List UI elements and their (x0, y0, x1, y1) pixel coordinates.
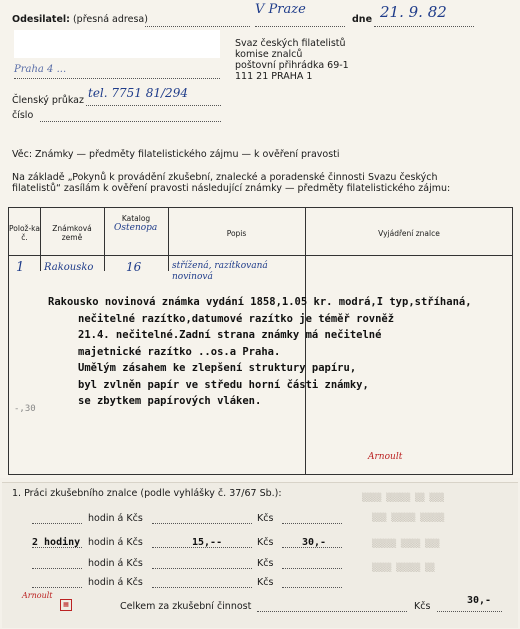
opinion-line-6: byl zvlněn papír ve středu horní části známky, (78, 378, 369, 391)
fee-row-2-amount: 30,- (302, 537, 327, 548)
header-country: Známková země (52, 224, 92, 242)
opinion-line-7: se zbytkem papírových vláken. (78, 395, 262, 407)
header-catalog: Katalog (121, 214, 151, 223)
table-bottom-border (8, 474, 513, 475)
opinion-line-4: majetnické razítko ..os.a Praha. (78, 345, 281, 358)
place-handwritten: V Praze (255, 2, 306, 17)
address-handwritten: Praha 4 ... (14, 64, 67, 75)
total-label: Celkem za zkušební činnost (120, 601, 252, 612)
recipient-line-2: komise znalců (235, 49, 303, 60)
address-line (14, 78, 220, 79)
table-col-divider-3 (168, 207, 169, 271)
sender-note: (přesná adresa) (72, 14, 148, 25)
table-col-divider-2 (104, 207, 105, 271)
subject-line: Věc: Známky — předměty filatelistického zájmu — k ověření pravosti (12, 149, 340, 160)
sender-line (145, 26, 250, 27)
fee-row-2-hours: 2 hodiny (32, 537, 81, 548)
recipient-line-3: poštovní přihrádka 69-1 (235, 60, 349, 71)
show-through-text: ▒▒▒▒ ▒▒▒▒▒ ▒▒ (372, 563, 435, 572)
member-handwritten: tel. 7751 81/294 (88, 86, 188, 100)
fee-row-1-label: hodin á Kčs (88, 513, 143, 524)
member-line (86, 105, 221, 106)
show-through-text: ▒▒▒▒▒ ▒▒▒▒ ▒▒▒ (372, 539, 440, 548)
table-header-border (8, 255, 513, 256)
recipient-address (235, 38, 349, 82)
fee-row-1-rate-line (152, 523, 252, 524)
show-through-text: ▒▒▒ ▒▒▒▒▒ ▒▒▒▒▒ (372, 513, 445, 522)
opinion-line-1: Rakousko novinová známka vydání 1858,1.05 kr. modrá,I typ,stříhaná, (48, 296, 472, 308)
recipient-line-4: 111 21 PRAHA 1 (235, 71, 313, 82)
number-label: číslo (12, 110, 34, 121)
row-country: Rakousko (44, 262, 94, 273)
fee-row-2-amount-line (282, 547, 342, 548)
header-item: Polož-ka č. (9, 224, 40, 242)
date-label: dne (352, 14, 373, 25)
opinion-line-3: 21.4. nečitelné.Zadní strana známky má nečitelné (78, 329, 382, 341)
fee-row-3-label: hodin á Kčs (88, 558, 143, 569)
fee-row-4-kcs: Kčs (257, 577, 274, 588)
table-top-border (8, 207, 513, 208)
sender-label-row (12, 14, 148, 25)
table-right-border (512, 207, 513, 474)
date-line (374, 26, 474, 27)
signature-stamp: Arnoult (368, 452, 403, 462)
intro-line-1: Na základě „Pokynů k provádění zkušební, znalecké a poradenské činnosti Svazu českých (12, 172, 438, 183)
fee-row-3-rate-line (152, 568, 252, 569)
header-opinion: Vyjádření znalce (378, 229, 440, 238)
small-red-stamp-icon: ▦ (60, 599, 72, 611)
fee-row-4-hours-line (32, 587, 82, 588)
total-line (257, 611, 407, 612)
fee-row-1-kcs: Kčs (257, 513, 274, 524)
fees-stamp-mark: Arnoult (22, 591, 53, 600)
row-catalog: 16 (126, 260, 142, 274)
fee-row-2-rate-line (152, 547, 252, 548)
fee-row-1-amount-line (282, 523, 342, 524)
fee-row-2-kcs: Kčs (257, 537, 274, 548)
fee-row-2-rate: 15,-- (192, 537, 223, 548)
member-label: Členský průkaz (12, 95, 84, 106)
fee-row-1-hours-line (32, 523, 82, 524)
total-amount-line (437, 611, 502, 612)
header-catalog-handwritten: Ostenopa (114, 223, 158, 233)
opinion-line-5: Umělým zásahem ke zlepšení struktury papíru, (78, 362, 357, 374)
sender-label: Odesilatel: (12, 14, 70, 25)
fee-row-3-amount-line (282, 568, 342, 569)
margin-note: -,30 (14, 404, 36, 414)
fee-row-3-hours-line (32, 568, 82, 569)
total-kcs: Kčs (414, 601, 431, 612)
fee-row-4-amount-line (282, 587, 342, 588)
date-handwritten: 21. 9. 82 (380, 3, 447, 21)
show-through-text: ▒▒▒▒ ▒▒▒▒▒ ▒▒ ▒▒▒ (362, 493, 444, 502)
table-col-divider-1 (40, 207, 41, 271)
row-item-number: 1 (16, 260, 25, 275)
recipient-line-1: Svaz českých filatelistů (235, 38, 346, 49)
row-description: střížená, razítkovaná novinová (172, 261, 268, 282)
fee-row-2-hours-line (32, 547, 82, 548)
fee-row-3-kcs: Kčs (257, 558, 274, 569)
place-line (255, 26, 345, 27)
opinion-text (48, 294, 472, 410)
number-line (40, 121, 221, 122)
total-amount: 30,- (467, 595, 492, 606)
intro-line-2: filatelistů“ zasílám k ověření pravosti následující známky — předměty filatelistického zájmu: (12, 183, 451, 194)
fee-row-4-rate-line (152, 587, 252, 588)
fee-row-2-label: hodin á Kčs (88, 537, 143, 548)
fees-page (2, 482, 518, 628)
fee-row-4-label: hodin á Kčs (88, 577, 143, 588)
redacted-address (14, 30, 220, 58)
fees-title: 1. Práci zkušebního znalce (podle vyhlášky č. 37/67 Sb.): (12, 488, 282, 499)
table-left-border (8, 207, 9, 474)
header-description: Popis (226, 229, 247, 238)
opinion-line-2: nečitelné razítko,datumové razítko je téměř rovněž (78, 312, 395, 325)
